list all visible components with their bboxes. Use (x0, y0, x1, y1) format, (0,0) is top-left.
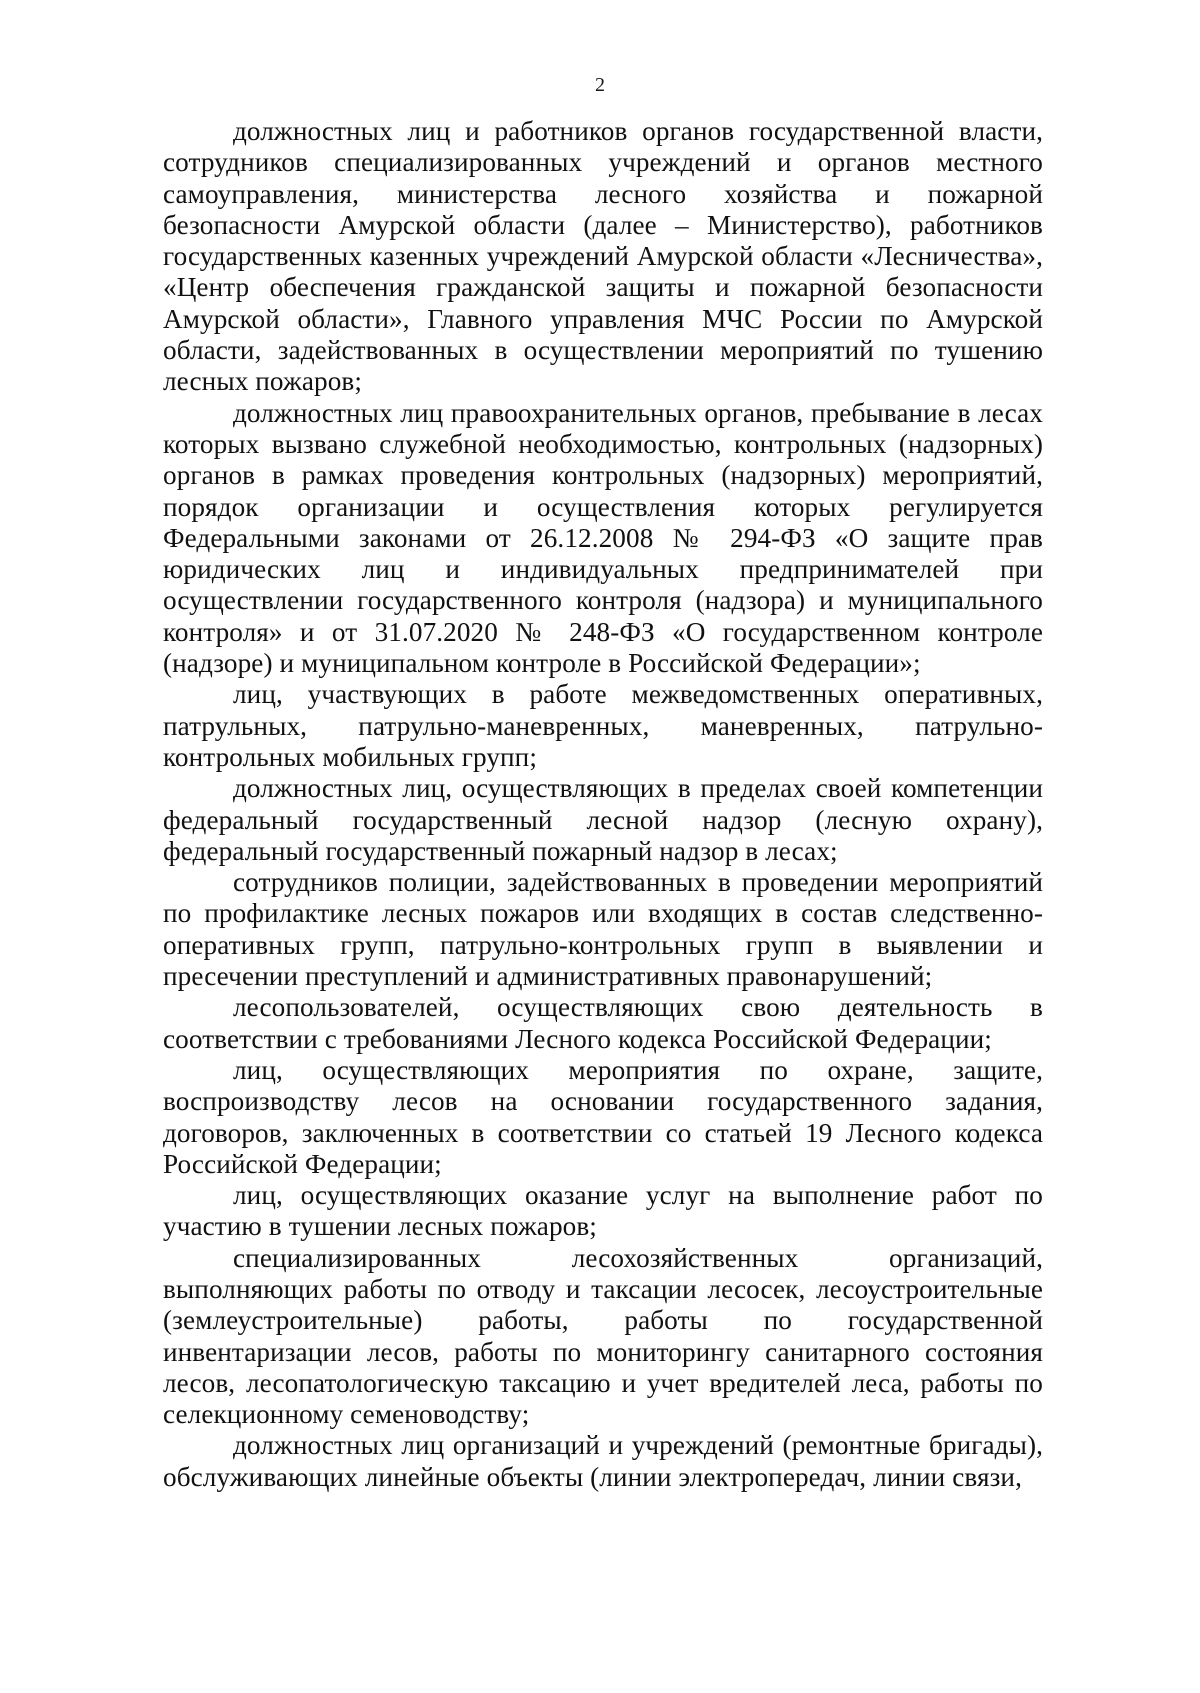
paragraph: должностных лиц правоохранительных органов, пребывание в лесах которых вызвано служебной необходимостью, контрольных (надзорных) органов в рамках проведения контрольных (надзорных) мероприятий, порядок организации и осуществления которых регулируется Федеральными законами от 26.12.2008 № 294-ФЗ «О защите прав юридических лиц и индивидуальных предпринимателей при осуществлении государственного контроля (надзора) и муниципального контроля» и от 31.07.2020 № 248-ФЗ «О государственном контроле (надзоре) и муниципальном контроле в Российской Федерации»; (163, 397, 1043, 679)
paragraph: лесопользователей, осуществляющих свою деятельность в соответствии с требованиями Лесного кодекса Российской Федерации; (163, 992, 1043, 1054)
paragraph: сотрудников полиции, задействованных в проведении мероприятий по профилактике лесных пожаров или входящих в состав следственно-оперативных групп, патрульно-контрольных групп в выявлении и пресечении преступлений и административных правонарушений; (163, 867, 1043, 992)
paragraph: должностных лиц организаций и учреждений (ремонтные бригады), обслуживающих линейные объекты (линии электропередач, линии связи, (163, 1430, 1043, 1492)
page-number: 2 (595, 74, 605, 96)
document-body (163, 116, 1043, 1493)
paragraph: специализированных лесохозяйственных организаций, выполняющих работы по отводу и таксации лесосек, лесоустроительные (землеустроительные) работы, работы по государственной инвентаризации лесов, работы по мониторингу санитарного состояния лесов, лесопатологическую таксацию и учет вредителей леса, работы по селекционному семеноводству; (163, 1242, 1043, 1430)
paragraph: лиц, осуществляющих оказание услуг на выполнение работ по участию в тушении лесных пожаров; (163, 1180, 1043, 1242)
paragraph: должностных лиц и работников органов государственной власти, сотрудников специализированных учреждений и органов местного самоуправления, министерства лесного хозяйства и пожарной безопасности Амурской области (далее – Министерство), работников государственных казенных учреждений Амурской области «Лесничества», «Центр обеспечения гражданской защиты и пожарной безопасности Амурской области», Главного управления МЧС России по Амурской области, задействованных в осуществлении мероприятий по тушению лесных пожаров; (163, 116, 1043, 397)
paragraph: должностных лиц, осуществляющих в пределах своей компетенции федеральный государственный лесной надзор (лесную охрану), федеральный государственный пожарный надзор в лесах; (163, 773, 1043, 866)
paragraph: лиц, осуществляющих мероприятия по охране, защите, воспроизводству лесов на основании государственного задания, договоров, заключенных в соответствии со статьей 19 Лесного кодекса Российской Федерации; (163, 1054, 1043, 1179)
paragraph: лиц, участвующих в работе межведомственных оперативных, патрульных, патрульно-маневренных, маневренных, патрульно-контрольных мобильных групп; (163, 679, 1043, 772)
